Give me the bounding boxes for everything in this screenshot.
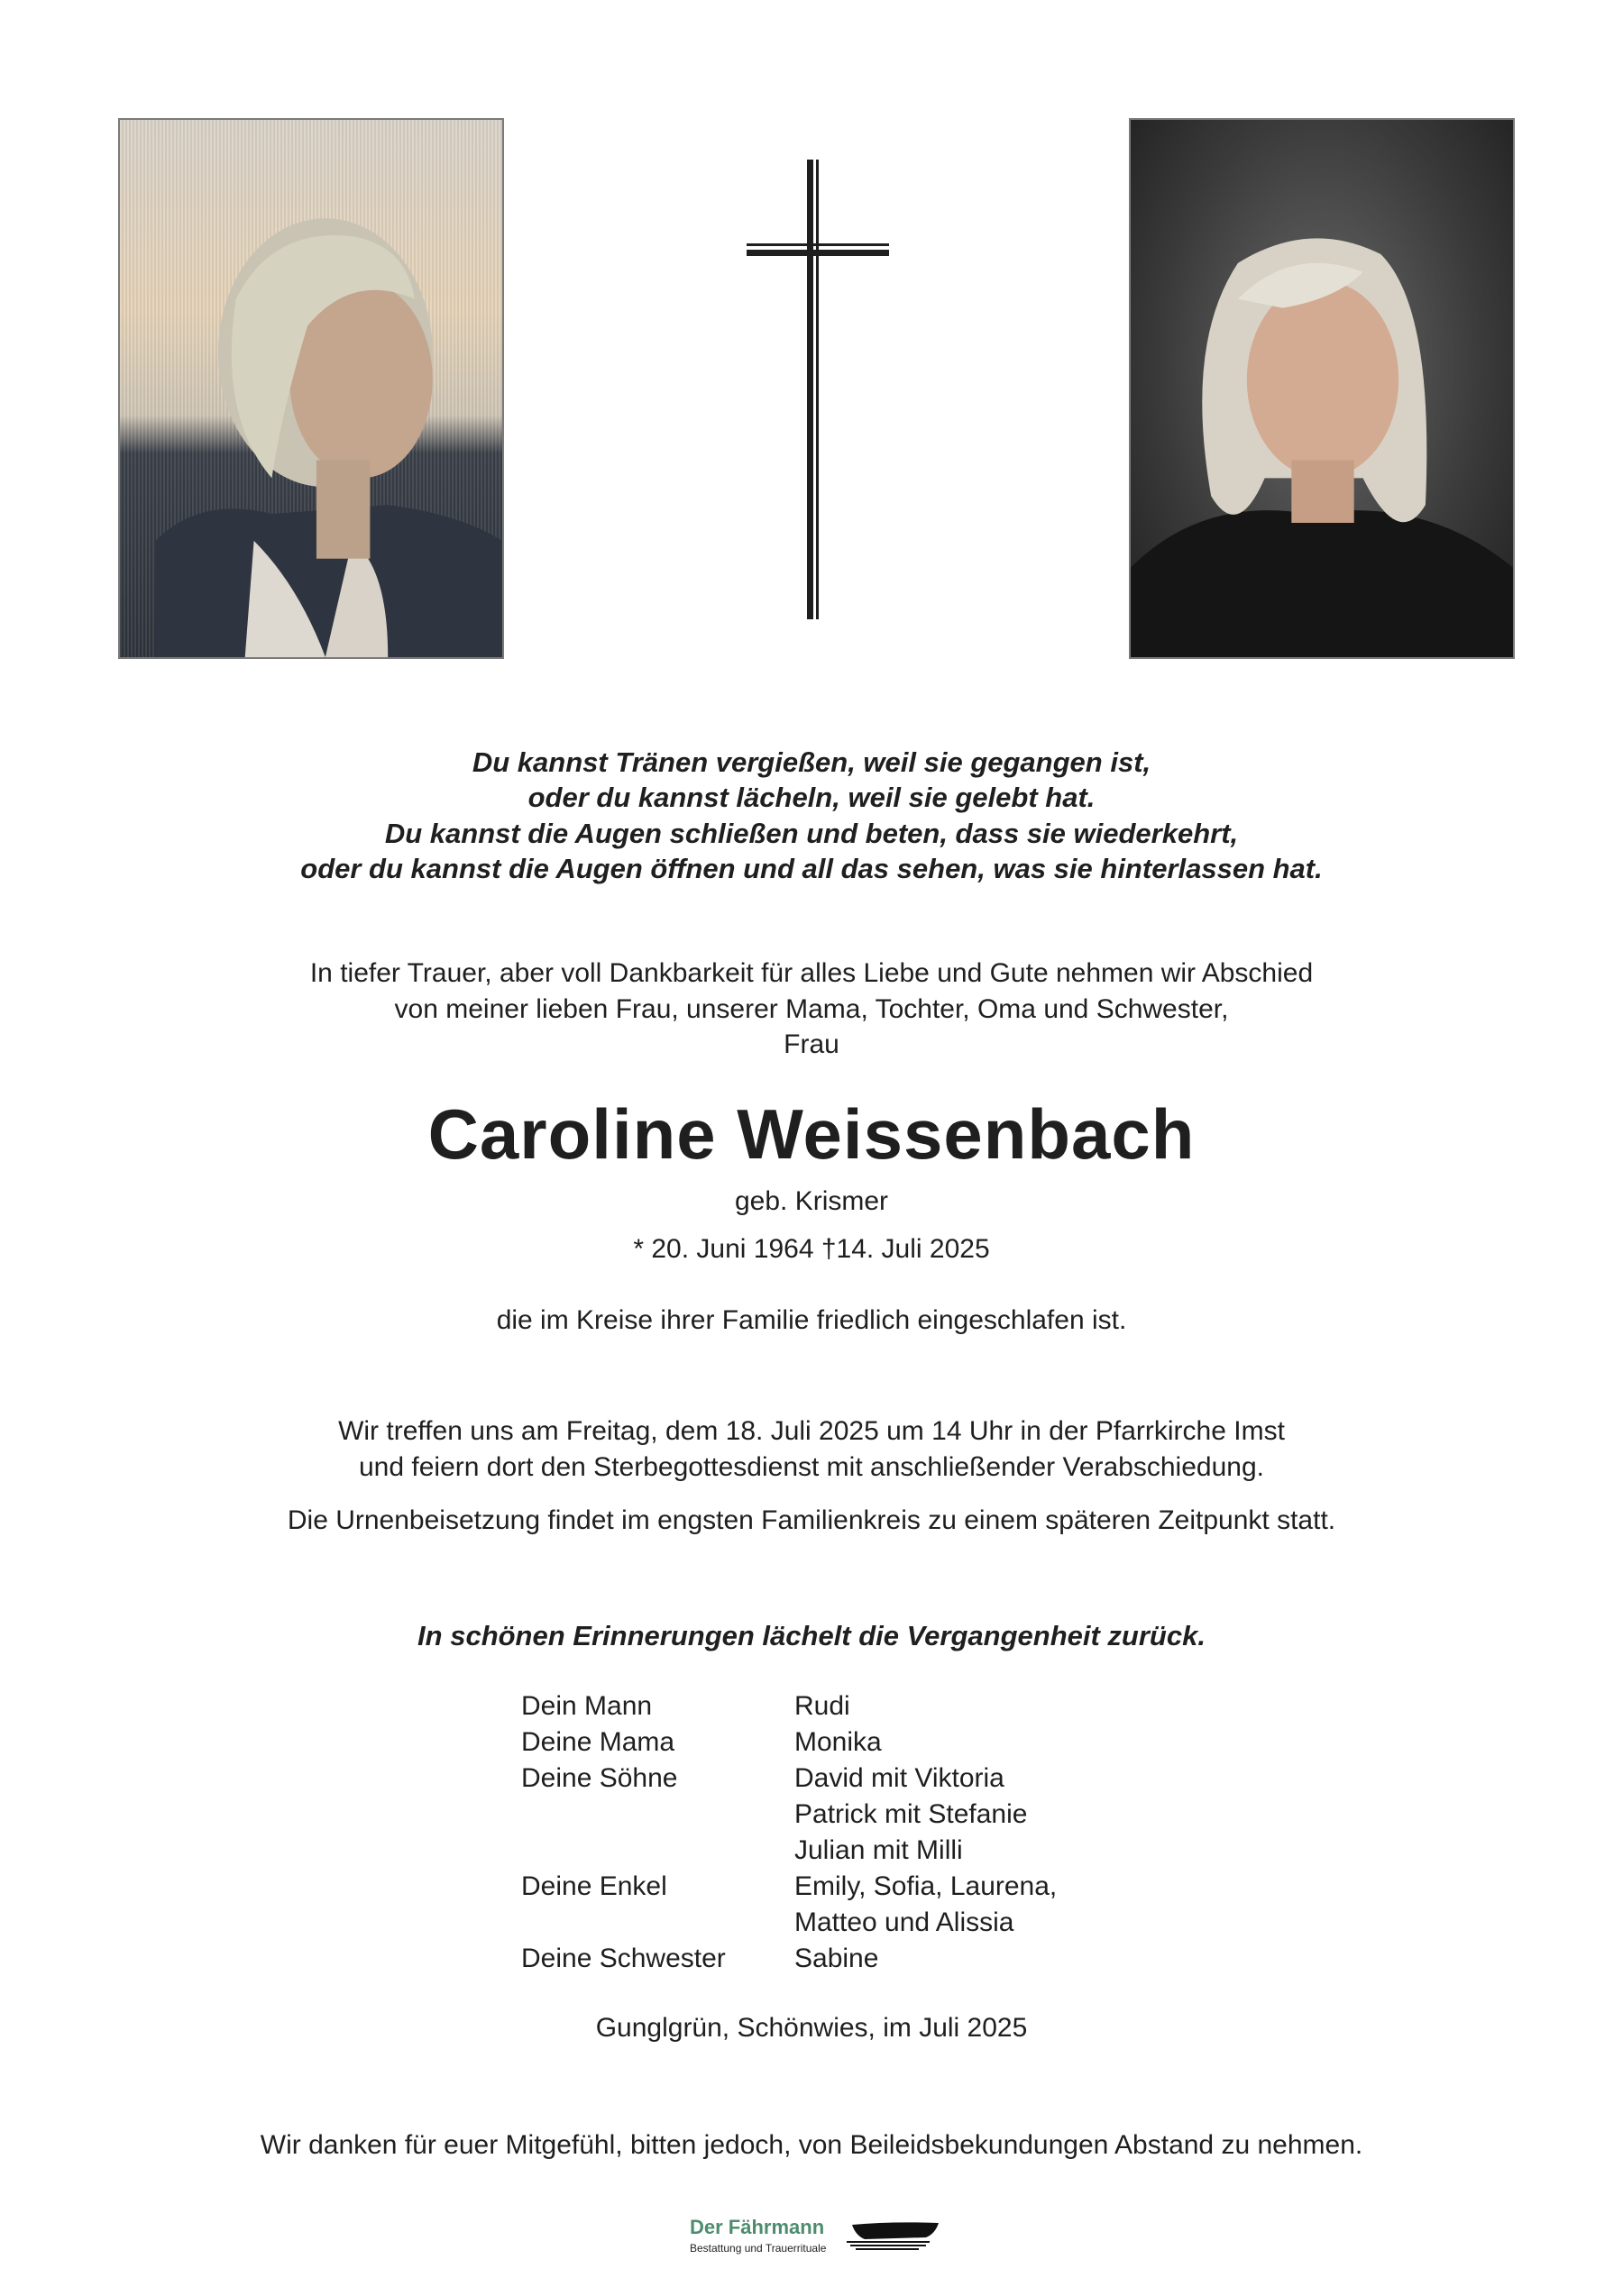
- closing-note: Wir danken für euer Mitgefühl, bitten jedoch, von Beileidsbekundungen Abstand zu nehmen.: [260, 2130, 1363, 2160]
- family-relation: Deine Enkel: [521, 1871, 667, 1901]
- passing-note: die im Kreise ihrer Familie friedlich eingeschlafen ist.: [496, 1305, 1127, 1335]
- family-member: Matteo und Alissia: [794, 1907, 1014, 1937]
- portrait-photo-left: [118, 118, 504, 659]
- poem-line: Du kannst die Augen schließen und beten, dass sie wiederkehrt,: [384, 818, 1239, 849]
- family-member: Rudi: [794, 1691, 850, 1721]
- family-row: [521, 1941, 1057, 1977]
- logo-subtitle: Bestattung und Trauerrituale: [690, 2242, 827, 2255]
- service-line: Wir treffen uns am Freitag, dem 18. Juli 2025 um 14 Uhr in der Pfarrkirche Imst: [338, 1416, 1285, 1446]
- family-relation: Deine Schwester: [521, 1944, 726, 1973]
- service-line: und feiern dort den Sterbegottesdienst mit anschließender Verabschiedung.: [359, 1452, 1264, 1482]
- family-row: [521, 1724, 1057, 1761]
- maiden-name: geb. Krismer: [734, 1186, 889, 1216]
- family-relation: Deine Söhne: [521, 1763, 678, 1793]
- family-member: David mit Viktoria: [794, 1763, 1004, 1793]
- cross-icon: [747, 160, 889, 619]
- announcement-line: Frau: [784, 1029, 839, 1059]
- family-row: [521, 1761, 1057, 1869]
- family-relation: Deine Mama: [521, 1727, 675, 1757]
- portrait-left-illustration: [120, 120, 502, 657]
- family-member: Sabine: [794, 1944, 879, 1973]
- place-date: Gunglgrün, Schönwies, im Juli 2025: [595, 2013, 1028, 2043]
- urn-burial-note: Die Urnenbeisetzung findet im engsten Familienkreis zu einem späteren Zeitpunkt statt.: [287, 1505, 1336, 1535]
- announcement-line: von meiner lieben Frau, unserer Mama, Tochter, Oma und Schwester,: [394, 994, 1229, 1024]
- family-row: [521, 1688, 1057, 1724]
- family-member: Patrick mit Stefanie: [794, 1799, 1028, 1829]
- memory-quote: In schönen Erinnerungen lächelt die Vergangenheit zurück.: [417, 1620, 1206, 1651]
- poem-line: Du kannst Tränen vergießen, weil sie gegangen ist,: [472, 746, 1151, 778]
- portrait-right-illustration: [1131, 120, 1513, 657]
- funeral-home-logo: [690, 2216, 951, 2270]
- deceased-name: Caroline Weissenbach: [427, 1094, 1196, 1174]
- portrait-photo-right: [1129, 118, 1515, 659]
- logo-title: Der Fährmann: [690, 2216, 825, 2238]
- family-member: Emily, Sofia, Laurena,: [794, 1871, 1058, 1901]
- family-row: [521, 1869, 1057, 1941]
- boat-icon: [847, 2219, 940, 2255]
- poem-line: oder du kannst lächeln, weil sie gelebt hat.: [527, 782, 1096, 813]
- family-list: [521, 1688, 1057, 1977]
- family-member: Monika: [794, 1727, 882, 1757]
- announcement-line: In tiefer Trauer, aber voll Dankbarkeit für alles Liebe und Gute nehmen wir Abschied: [309, 958, 1314, 988]
- family-member: Julian mit Milli: [794, 1835, 963, 1865]
- life-dates: * 20. Juni 1964 †14. Juli 2025: [633, 1234, 990, 1264]
- poem-line: oder du kannst die Augen öffnen und all das sehen, was sie hinterlassen hat.: [300, 853, 1323, 884]
- family-relation: Dein Mann: [521, 1691, 653, 1721]
